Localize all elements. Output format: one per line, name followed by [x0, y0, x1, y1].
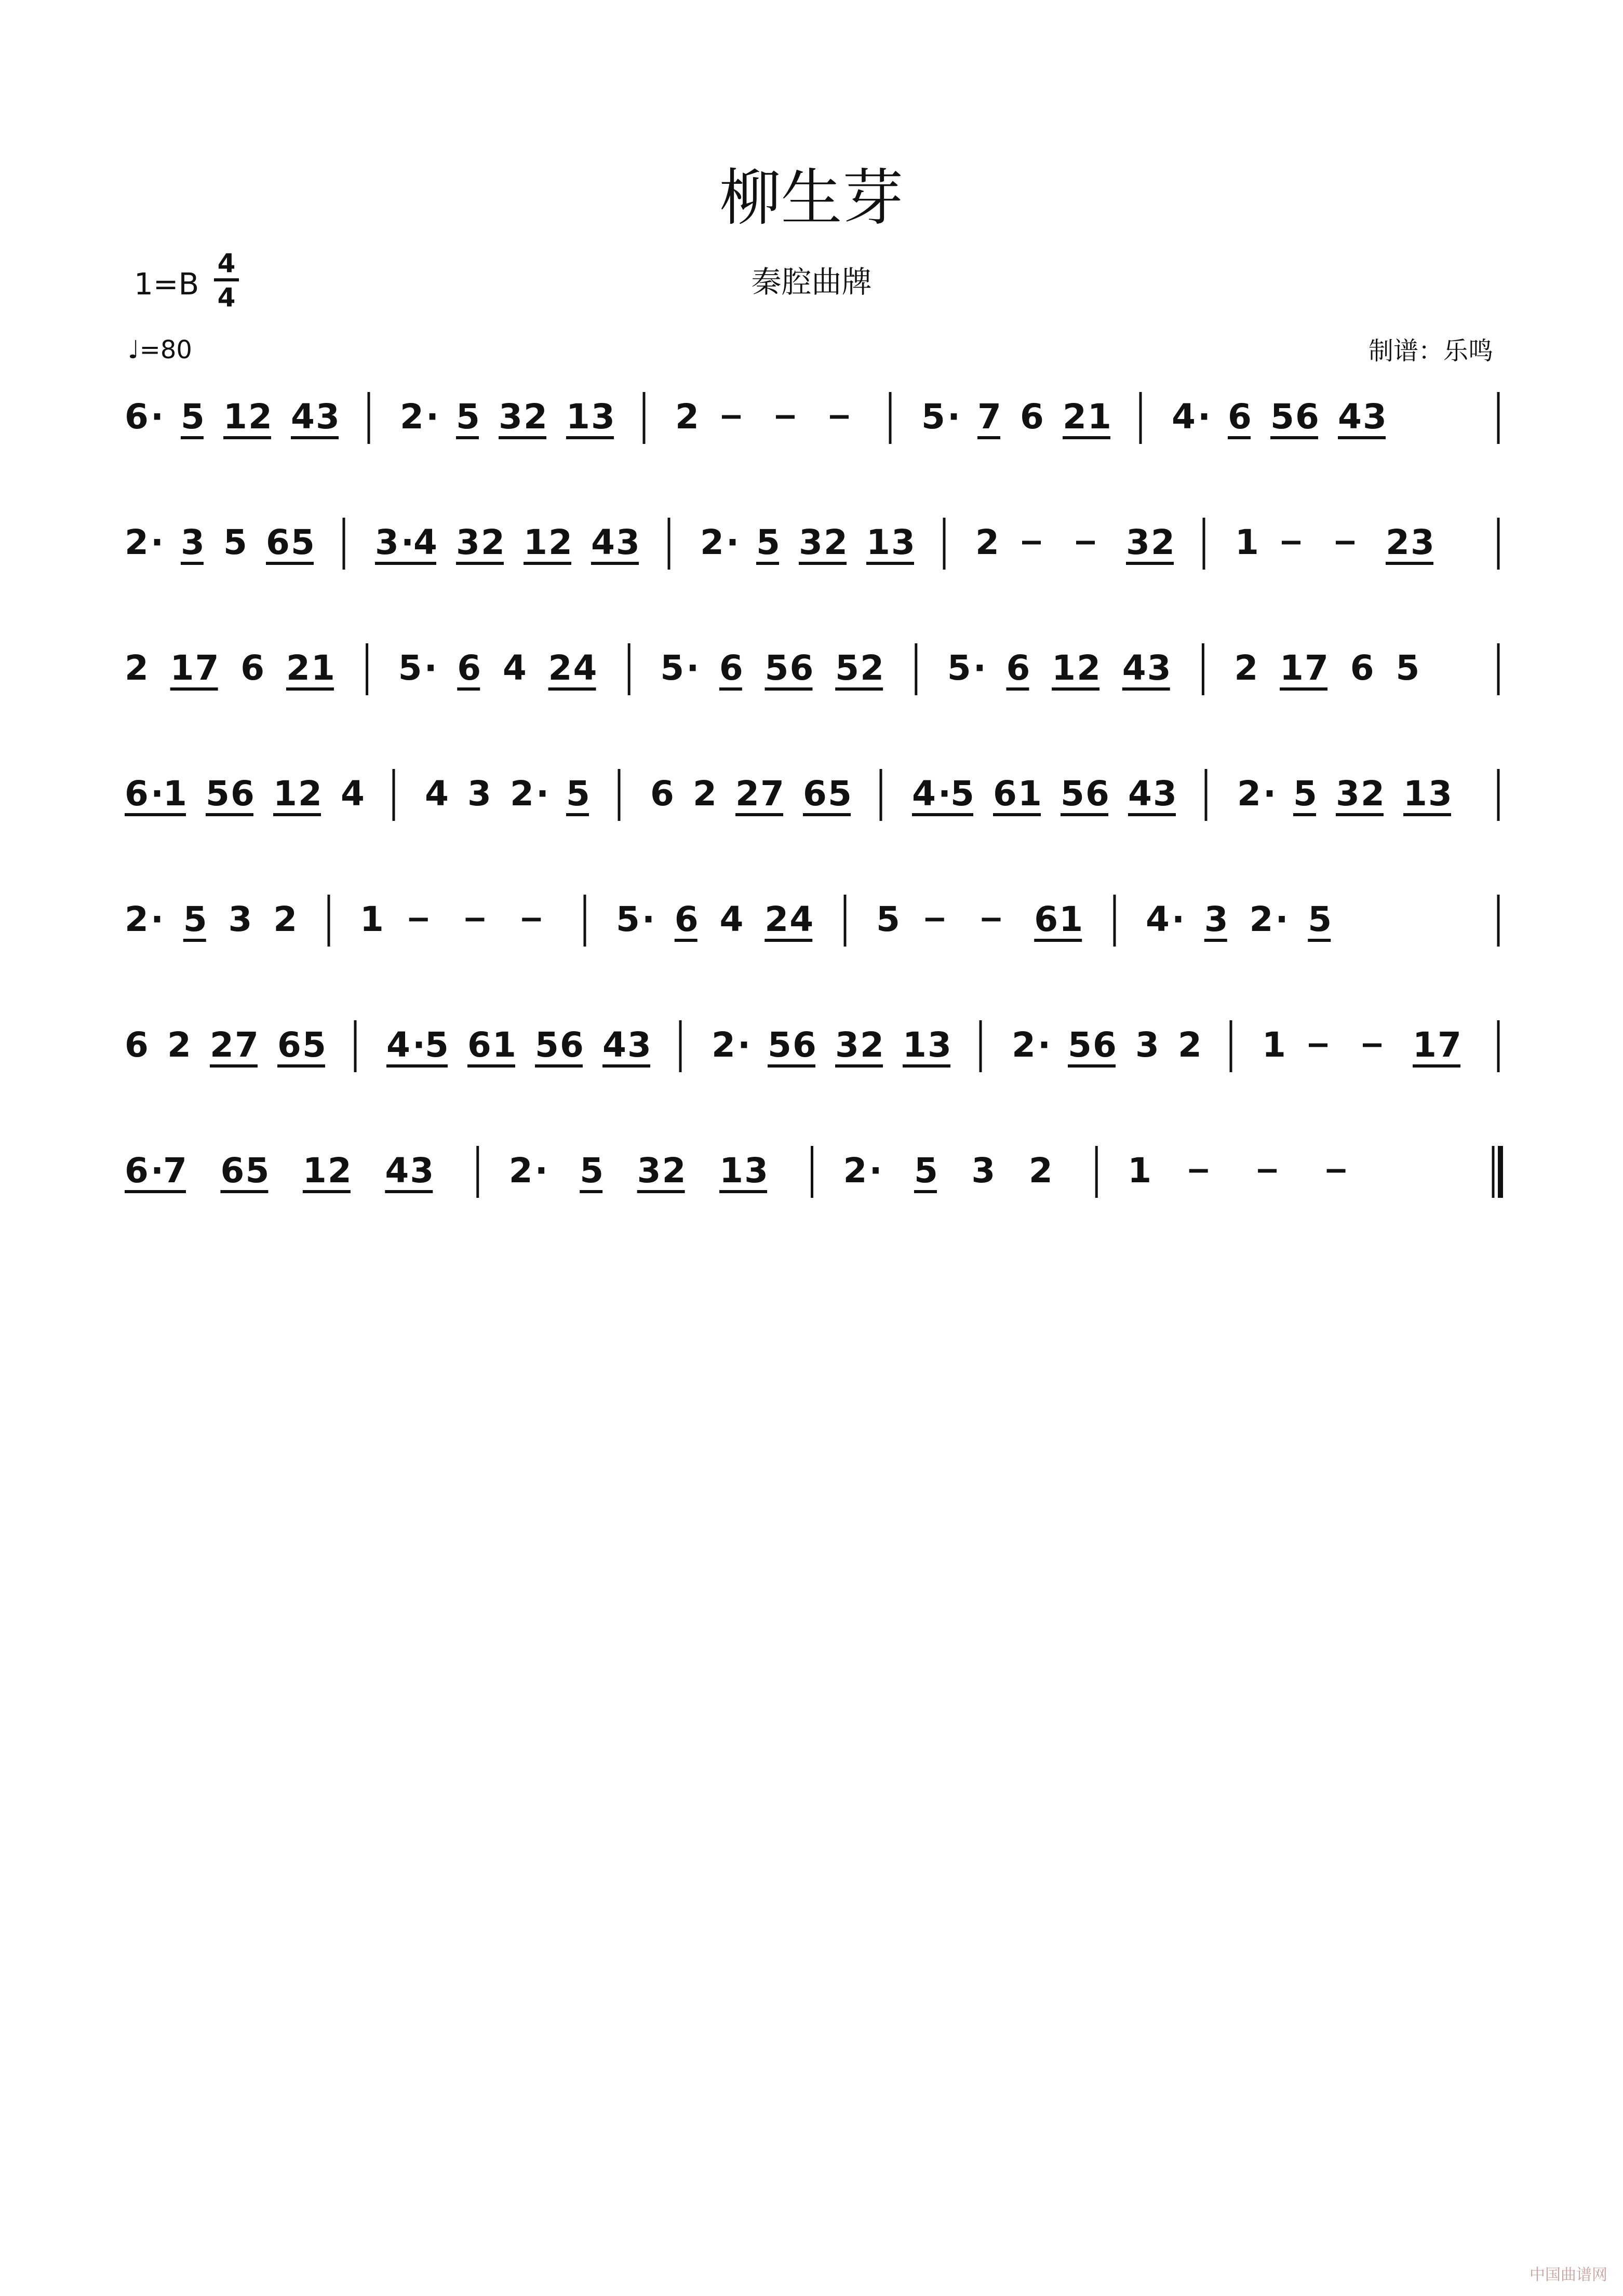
augmentation-dot: · [151, 774, 164, 814]
note: 2 [286, 648, 310, 688]
note: 2 [1386, 522, 1410, 562]
note: 5 [756, 522, 780, 562]
tempo-marking: ♩=80 [128, 335, 192, 364]
note: 7 [195, 648, 219, 688]
note: 6 [793, 1025, 816, 1065]
note: 2 [764, 899, 789, 939]
note: 3 [891, 522, 915, 562]
note: 4 [413, 522, 437, 562]
note: 5 [456, 397, 480, 437]
note: 3 [1363, 397, 1387, 437]
note: 6 [125, 397, 149, 437]
note: 1 [1052, 648, 1076, 688]
augmentation-dot: · [151, 397, 164, 437]
note: 7 [1305, 648, 1329, 688]
note: 3 [591, 397, 615, 437]
note: 2 [248, 397, 272, 437]
augmentation-dot: · [1198, 397, 1211, 437]
note: 5 [1061, 774, 1084, 814]
note: 6 [1085, 774, 1109, 814]
note: 1 [1088, 397, 1111, 437]
score-title: 柳生芽 [719, 162, 904, 234]
note: 2 [508, 1151, 533, 1191]
note: 3 [1411, 522, 1434, 562]
note: 4 [602, 1025, 626, 1065]
note: 3 [228, 899, 252, 939]
note: 2 [125, 522, 149, 562]
note: 1 [1403, 774, 1427, 814]
note: 3 [375, 522, 399, 562]
note: 4 [291, 397, 315, 437]
note: 4 [1146, 899, 1170, 939]
note: 3 [637, 1151, 661, 1191]
note: 4 [912, 774, 936, 814]
note: 1 [360, 899, 384, 939]
score-subtitle: 秦腔曲牌 [751, 264, 872, 300]
note: 2 [843, 1151, 867, 1191]
note: 5 [291, 522, 315, 562]
note: 2 [298, 774, 322, 814]
note: 3 [1147, 648, 1171, 688]
note: 3 [410, 1151, 434, 1191]
augmentation-dot: · [401, 522, 414, 562]
note: 5 [206, 774, 230, 814]
note: 6 [1295, 397, 1319, 437]
note: 2 [712, 1025, 735, 1065]
note: 1 [302, 1151, 327, 1191]
augmentation-dot: · [869, 1151, 882, 1191]
note: 6 [1093, 1025, 1117, 1065]
augmentation-dot: · [412, 1025, 426, 1065]
note: 1 [1018, 774, 1042, 814]
note: 1 [170, 648, 194, 688]
note: 2 [975, 522, 999, 562]
note: 5 [223, 522, 247, 562]
note: 2 [481, 522, 505, 562]
note: 2 [1028, 1151, 1053, 1191]
note: 4 [1122, 648, 1146, 688]
note: 3 [744, 1151, 768, 1191]
note: 3 [928, 1025, 951, 1065]
note: 6 [993, 774, 1017, 814]
note: 2 [327, 1151, 352, 1191]
note: 5 [768, 1025, 792, 1065]
augmentation-dot: · [1275, 899, 1289, 939]
note: 2 [675, 397, 699, 437]
note: 1 [1262, 1025, 1286, 1065]
note: 6 [266, 522, 290, 562]
note: 2 [125, 648, 149, 688]
note: 4 [1128, 774, 1152, 814]
note: 3 [1126, 522, 1150, 562]
note: 5 [566, 774, 590, 814]
augmentation-dot: · [1038, 1025, 1051, 1065]
note: 3 [616, 522, 640, 562]
note: 1 [566, 397, 590, 437]
note: 2 [860, 1025, 884, 1065]
note: 3 [971, 1151, 996, 1191]
note: 6 [674, 899, 699, 939]
note: 2 [210, 1025, 234, 1065]
note: 5 [1396, 648, 1420, 688]
note: 3 [799, 522, 823, 562]
note: 6 [1228, 397, 1252, 437]
note: 6 [125, 1025, 149, 1065]
note: 2 [662, 1151, 686, 1191]
note: 3 [499, 397, 522, 437]
note: 5 [535, 1025, 559, 1065]
note: 1 [524, 522, 547, 562]
note: 2 [524, 397, 547, 437]
note: 1 [1235, 522, 1259, 562]
note: 5 [183, 899, 207, 939]
note: 2 [1063, 397, 1087, 437]
note: 1 [866, 522, 890, 562]
note: 7 [760, 774, 784, 814]
note: 2 [1077, 648, 1101, 688]
note: 5 [947, 648, 971, 688]
note: 2 [548, 522, 572, 562]
note: 4 [425, 774, 449, 814]
note: 2 [735, 774, 759, 814]
augmentation-dot: · [947, 397, 961, 437]
note: 5 [302, 1025, 326, 1065]
note: 4 [591, 522, 615, 562]
note: 7 [1438, 1025, 1461, 1065]
note: 1 [1413, 1025, 1437, 1065]
augmentation-dot: · [973, 648, 986, 688]
note: 6 [560, 1025, 584, 1065]
note: 4 [789, 899, 814, 939]
note: 2 [125, 899, 149, 939]
note: 1 [223, 397, 247, 437]
note: 6 [125, 774, 149, 814]
note: 5 [245, 1151, 270, 1191]
arranger-credit: 制谱：乐鸣 [1368, 336, 1493, 366]
augmentation-dot: · [534, 1151, 548, 1191]
note: 7 [235, 1025, 259, 1065]
note: 5 [398, 648, 422, 688]
note: 3 [316, 397, 340, 437]
note: 1 [903, 1025, 927, 1065]
note: 2 [1361, 774, 1385, 814]
note: 6 [240, 648, 265, 688]
note: 6 [457, 648, 481, 688]
key-signature: 1=B [134, 266, 199, 302]
note: 6 [650, 774, 674, 814]
augmentation-dot: · [426, 397, 439, 437]
note: 3 [1428, 774, 1452, 814]
site-watermark: 中国曲谱网 [1530, 2266, 1607, 2284]
note: 6 [125, 1151, 149, 1191]
note: 1 [1280, 648, 1304, 688]
note: 6 [1350, 648, 1374, 688]
augmentation-dot: · [686, 648, 700, 688]
note: 6 [1034, 899, 1058, 939]
augmentation-dot: · [151, 1151, 164, 1191]
note: 2 [1178, 1025, 1202, 1065]
note: 5 [764, 648, 789, 688]
augmentation-dot: · [151, 899, 164, 939]
time-signature-numerator: 4 [217, 248, 236, 278]
augmentation-dot: · [938, 774, 951, 814]
note: 3 [1204, 899, 1228, 939]
note: 3 [627, 1025, 651, 1065]
augmentation-dot: · [642, 899, 655, 939]
note: 5 [616, 899, 640, 939]
note: 2 [167, 1025, 191, 1065]
note: 6 [467, 1025, 491, 1065]
note: 2 [510, 774, 534, 814]
note: 5 [181, 397, 205, 437]
note: 6 [277, 1025, 301, 1065]
note: 6 [789, 648, 814, 688]
note: 4 [573, 648, 597, 688]
note: 5 [828, 774, 852, 814]
note: 5 [1068, 1025, 1092, 1065]
note: 1 [273, 774, 297, 814]
note: 3 [1336, 774, 1360, 814]
note: 3 [181, 522, 205, 562]
note: 5 [1293, 774, 1317, 814]
note: 5 [921, 397, 945, 437]
time-signature-denominator: 4 [217, 282, 236, 313]
note: 7 [163, 1151, 187, 1191]
augmentation-dot: · [536, 774, 549, 814]
note: 6 [803, 774, 827, 814]
note: 4 [502, 648, 527, 688]
note: 5 [914, 1151, 938, 1191]
note: 4 [341, 774, 365, 814]
note: 3 [467, 774, 491, 814]
note: 2 [1249, 899, 1273, 939]
note: 1 [311, 648, 335, 688]
note: 6 [719, 648, 743, 688]
augmentation-dot: · [424, 648, 437, 688]
note: 4 [386, 1025, 410, 1065]
note: 5 [876, 899, 900, 939]
note: 2 [700, 522, 724, 562]
augmentation-dot: · [726, 522, 740, 562]
note: 4 [1338, 397, 1362, 437]
note: 2 [1012, 1025, 1036, 1065]
note: 6 [1006, 648, 1030, 688]
note: 5 [580, 1151, 604, 1191]
note: 5 [425, 1025, 449, 1065]
note: 2 [860, 648, 884, 688]
note: 4 [385, 1151, 409, 1191]
note: 1 [163, 774, 187, 814]
note: 5 [950, 774, 974, 814]
note: 3 [1153, 774, 1177, 814]
note: 3 [1135, 1025, 1159, 1065]
note: 2 [693, 774, 717, 814]
note: 2 [400, 397, 424, 437]
note: 1 [1128, 1151, 1152, 1191]
augmentation-dot: · [737, 1025, 751, 1065]
note: 6 [1020, 397, 1044, 437]
note: 2 [548, 648, 572, 688]
note: 6 [220, 1151, 245, 1191]
note: 1 [1059, 899, 1083, 939]
note: 5 [1270, 397, 1294, 437]
note: 5 [1308, 899, 1332, 939]
note: 2 [824, 522, 848, 562]
note: 6 [231, 774, 254, 814]
note: 1 [719, 1151, 743, 1191]
augmentation-dot: · [151, 522, 164, 562]
note: 3 [456, 522, 480, 562]
note: 2 [1237, 774, 1261, 814]
note: 2 [273, 899, 298, 939]
note: 3 [835, 1025, 859, 1065]
augmentation-dot: · [1172, 899, 1185, 939]
note: 5 [660, 648, 685, 688]
note: 4 [719, 899, 744, 939]
note: 2 [1234, 648, 1258, 688]
note: 5 [835, 648, 860, 688]
augmentation-dot: · [1263, 774, 1277, 814]
note: 4 [1172, 397, 1196, 437]
note: 1 [492, 1025, 516, 1065]
note: 2 [1151, 522, 1175, 562]
note: 7 [977, 397, 1001, 437]
